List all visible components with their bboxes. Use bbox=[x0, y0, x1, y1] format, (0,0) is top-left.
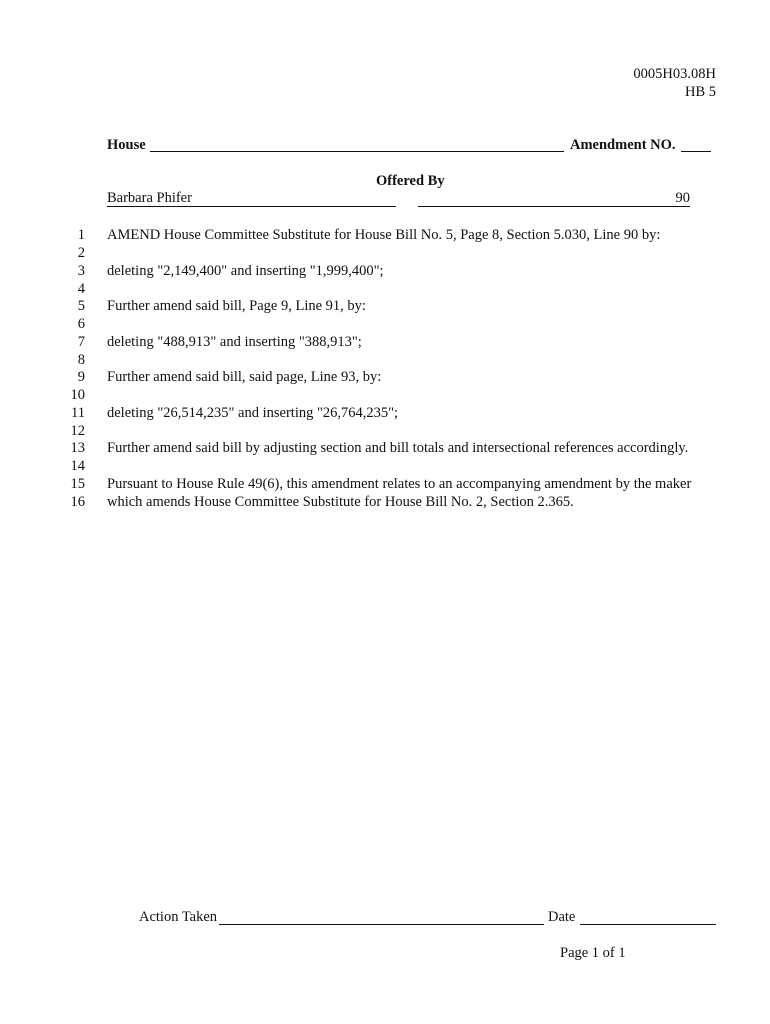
amendment-number-label: Amendment NO. bbox=[570, 137, 676, 153]
amendment-text-line: deleting "26,514,235" and inserting "26,764,235"; bbox=[107, 405, 399, 421]
date-line bbox=[580, 924, 716, 925]
line-number: 12 bbox=[70, 423, 85, 439]
offered-by-label: Offered By bbox=[376, 173, 445, 189]
line-number: 2 bbox=[77, 245, 85, 261]
house-label: House bbox=[107, 137, 146, 153]
line-number: 11 bbox=[71, 405, 85, 421]
page-number: Page 1 of 1 bbox=[560, 945, 626, 961]
bill-number: HB 5 bbox=[684, 84, 716, 100]
line-number: 8 bbox=[77, 352, 85, 368]
document-code: 0005H03.08H bbox=[633, 66, 716, 82]
line-number: 14 bbox=[70, 458, 85, 474]
action-taken-label: Action Taken bbox=[139, 909, 218, 925]
amendment-text-line: deleting "488,913" and inserting "388,913"; bbox=[107, 334, 362, 350]
amendment-text-line: which amends House Committee Substitute for House Bill No. 2, Section 2.365. bbox=[107, 494, 574, 510]
house-blank-line bbox=[150, 151, 564, 152]
amendment-text-line: Further amend said bill, Page 9, Line 91, by: bbox=[107, 298, 366, 314]
line-number: 6 bbox=[77, 316, 85, 332]
line-number: 15 bbox=[70, 476, 85, 492]
line-number: 4 bbox=[77, 281, 85, 297]
amendment-text-line: deleting "2,149,400" and inserting "1,999,400"; bbox=[107, 263, 384, 279]
amendment-text-line: Further amend said bill by adjusting section and bill totals and intersectional references accordingly. bbox=[107, 440, 689, 456]
line-number: 9 bbox=[77, 369, 85, 385]
district-number: 90 bbox=[675, 190, 690, 206]
amendment-text-line: Pursuant to House Rule 49(6), this amendment relates to an accompanying amendment by the maker bbox=[107, 476, 692, 492]
sponsor-name: Barbara Phifer bbox=[107, 190, 192, 206]
amendment-number-blank bbox=[681, 151, 711, 152]
line-number: 3 bbox=[77, 263, 85, 279]
line-number: 1 bbox=[77, 227, 85, 243]
date-label: Date bbox=[548, 909, 576, 925]
line-number: 10 bbox=[70, 387, 85, 403]
line-number: 13 bbox=[70, 440, 85, 456]
action-taken-line bbox=[219, 924, 544, 925]
district-line bbox=[418, 206, 690, 207]
line-number: 16 bbox=[70, 494, 85, 510]
amendment-text-line: AMEND House Committee Substitute for House Bill No. 5, Page 8, Section 5.030, Line 90 by: bbox=[107, 227, 661, 243]
amendment-text-line: Further amend said bill, said page, Line 93, by: bbox=[107, 369, 382, 385]
line-number: 7 bbox=[77, 334, 85, 350]
line-number: 5 bbox=[77, 298, 85, 314]
